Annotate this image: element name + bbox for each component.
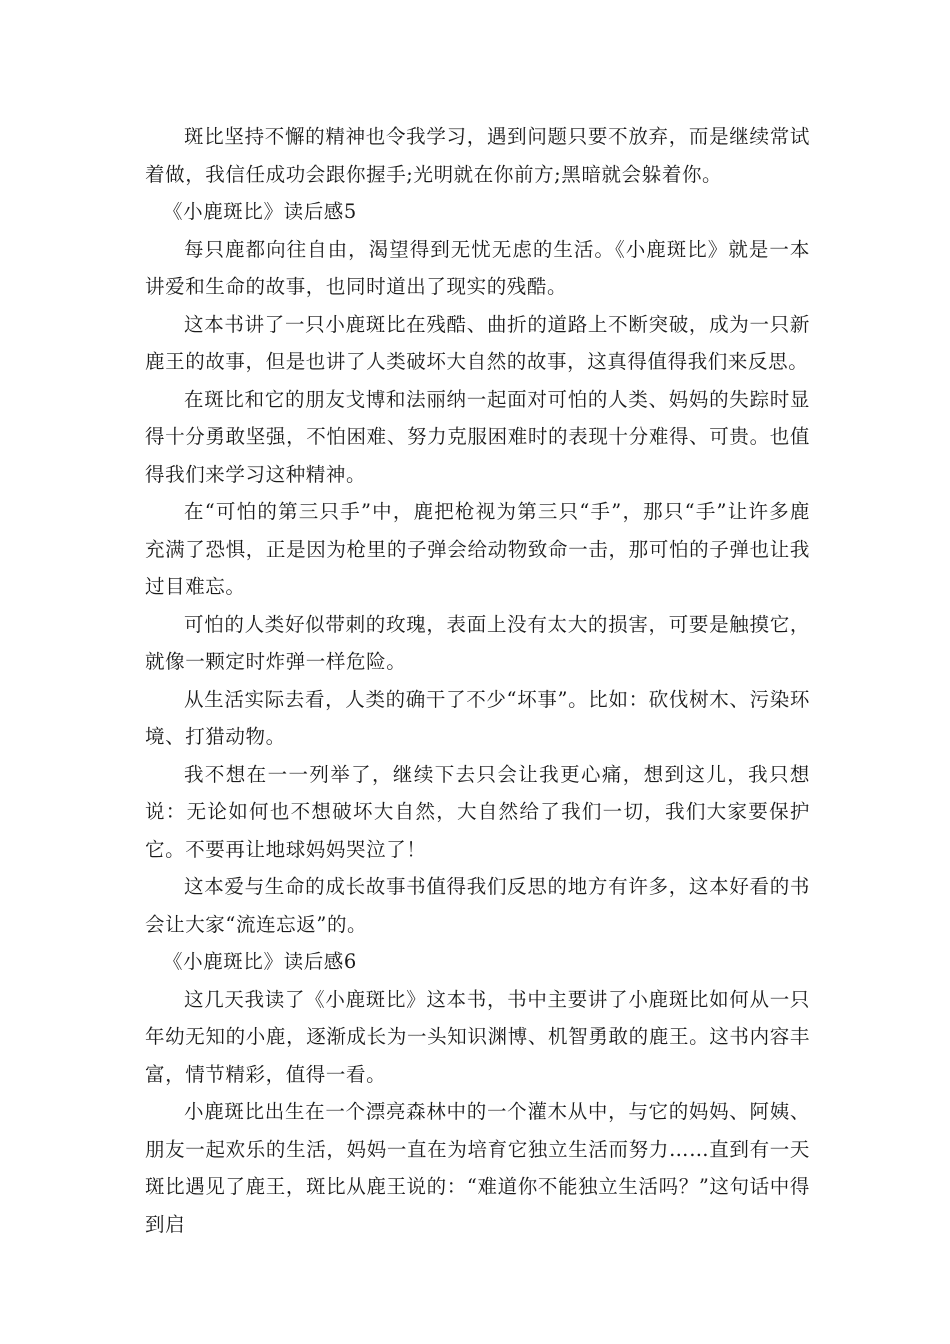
section-heading: 《小鹿斑比》读后感5 <box>163 200 357 223</box>
paragraph: 这几天我读了《小鹿斑比》这本书，书中主要讲了小鹿斑比如何从一只年幼无知的小鹿，逐渐成长为一头知识渊博、机智勇敢的鹿王。这书内容丰富，情节精彩，值得一看。 <box>145 987 810 1086</box>
paragraph: 在斑比和它的朋友戈博和法丽纳一起面对可怕的人类、妈妈的失踪时显得十分勇敢坚强，不怕困难、努力克服困难时的表现十分难得、可贵。也值得我们来学习这种精神。 <box>145 387 810 486</box>
paragraph: 这本爱与生命的成长故事书值得我们反思的地方有许多，这本好看的书会让大家“流连忘返”的。 <box>145 875 810 936</box>
paragraph: 这本书讲了一只小鹿斑比在残酷、曲折的道路上不断突破，成为一只新鹿王的故事，但是也讲了人类破坏大自然的故事，这真得值得我们来反思。 <box>145 312 810 373</box>
paragraph: 斑比坚持不懈的精神也令我学习，遇到问题只要不放弃，而是继续常试着做，我信任成功会跟你握手;光明就在你前方;黑暗就会躲着你。 <box>145 125 810 186</box>
section-heading: 《小鹿斑比》读后感6 <box>163 950 357 973</box>
paragraph: 可怕的人类好似带刺的玫瑰，表面上没有太大的损害，可要是触摸它，就像一颗定时炸弹一样危险。 <box>145 612 810 673</box>
document-page <box>145 118 810 1243</box>
paragraph: 我不想在一一列举了，继续下去只会让我更心痛，想到这儿，我只想说：无论如何也不想破坏大自然，大自然给了我们一切，我们大家要保护它。不要再让地球妈妈哭泣了！ <box>145 762 810 861</box>
paragraph: 在“可怕的第三只手”中，鹿把枪视为第三只“手”，那只“手”让许多鹿充满了恐惧，正是因为枪里的子弹会给动物致命一击，那可怕的子弹也让我过目难忘。 <box>145 500 810 598</box>
paragraph: 从生活实际去看，人类的确干了不少“坏事”。比如：砍伐树木、污染环境、打猎动物。 <box>145 687 810 748</box>
paragraph: 每只鹿都向往自由，渴望得到无忧无虑的生活。《小鹿斑比》就是一本讲爱和生命的故事，也同时道出了现实的残酷。 <box>145 237 810 298</box>
paragraph: 小鹿斑比出生在一个漂亮森林中的一个灌木从中，与它的妈妈、阿姨、朋友一起欢乐的生活，妈妈一直在为培育它独立生活而努力……直到有一天斑比遇见了鹿王，斑比从鹿王说的：“难道你不能独立生活吗？”这句话中得到启 <box>145 1100 810 1236</box>
